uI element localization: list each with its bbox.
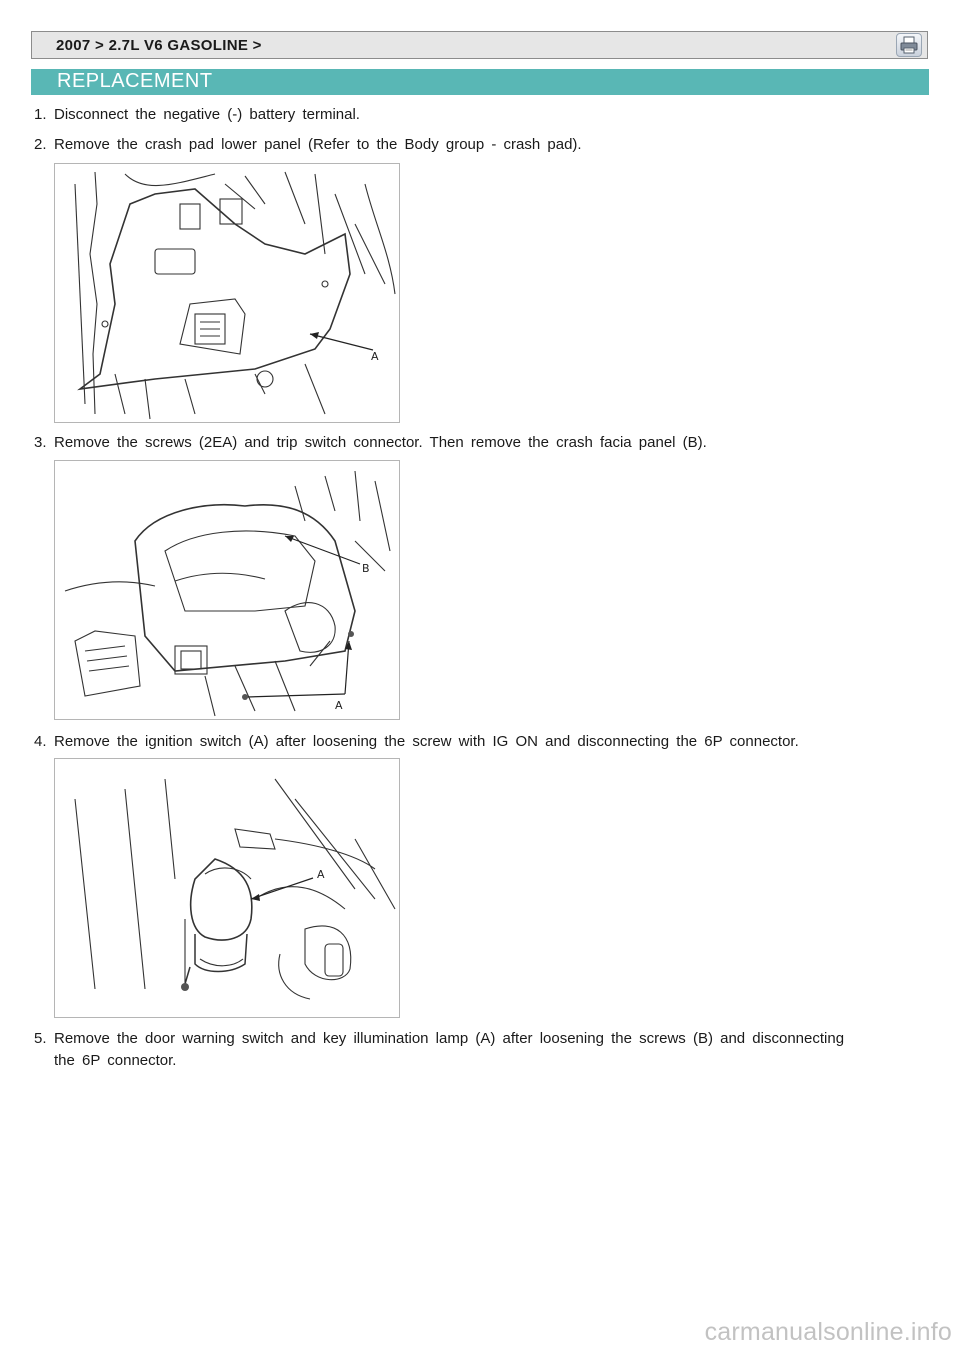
step-number: 4.: [34, 733, 47, 750]
watermark: carmanualsonline.info: [704, 1318, 952, 1346]
callout-b: B: [362, 562, 370, 575]
step-1: [34, 104, 360, 126]
step-text: Remove the crash pad lower panel (Refer to the Body group - crash pad).: [54, 136, 582, 153]
callout-a: A: [335, 699, 343, 712]
step-4: [34, 731, 799, 753]
callout-a: A: [371, 350, 379, 363]
step-text: Remove the ignition switch (A) after loosening the screw with IG ON and disconnecting the 6P connector.: [54, 733, 799, 750]
figure-crash-facia-panel: [54, 460, 400, 720]
section-header: [31, 69, 929, 95]
step-2: [34, 134, 582, 156]
step-text: Disconnect the negative (-) battery terminal.: [54, 106, 360, 123]
facia-panel-illustration: [55, 461, 399, 719]
step-number: 2.: [34, 136, 47, 153]
figure-ignition-switch: [54, 758, 400, 1018]
step-text: Remove the door warning switch and key illumination lamp (A) after loosening the screws (B) and disconnecting: [54, 1030, 845, 1047]
section-title: REPLACEMENT: [57, 70, 213, 92]
figure-crash-pad-lower-panel: [54, 163, 400, 423]
step-number: 1.: [34, 106, 47, 123]
step-number: 3.: [34, 434, 47, 451]
printer-icon: [897, 34, 921, 56]
step-number: 5.: [34, 1030, 47, 1047]
ignition-switch-illustration: [55, 759, 399, 1017]
callout-a: A: [317, 868, 325, 881]
step-5: [34, 1028, 844, 1072]
breadcrumb[interactable]: 2007 > 2.7L V6 GASOLINE >: [56, 37, 262, 54]
step-3: [34, 432, 707, 454]
step-text: Remove the screws (2EA) and trip switch connector. Then remove the crash facia panel (B).: [54, 434, 707, 451]
breadcrumb-bar: [31, 31, 928, 59]
crash-pad-panel-illustration: [55, 164, 399, 422]
print-button[interactable]: [896, 33, 922, 57]
step-text-continued: the 6P connector.: [54, 1052, 177, 1069]
